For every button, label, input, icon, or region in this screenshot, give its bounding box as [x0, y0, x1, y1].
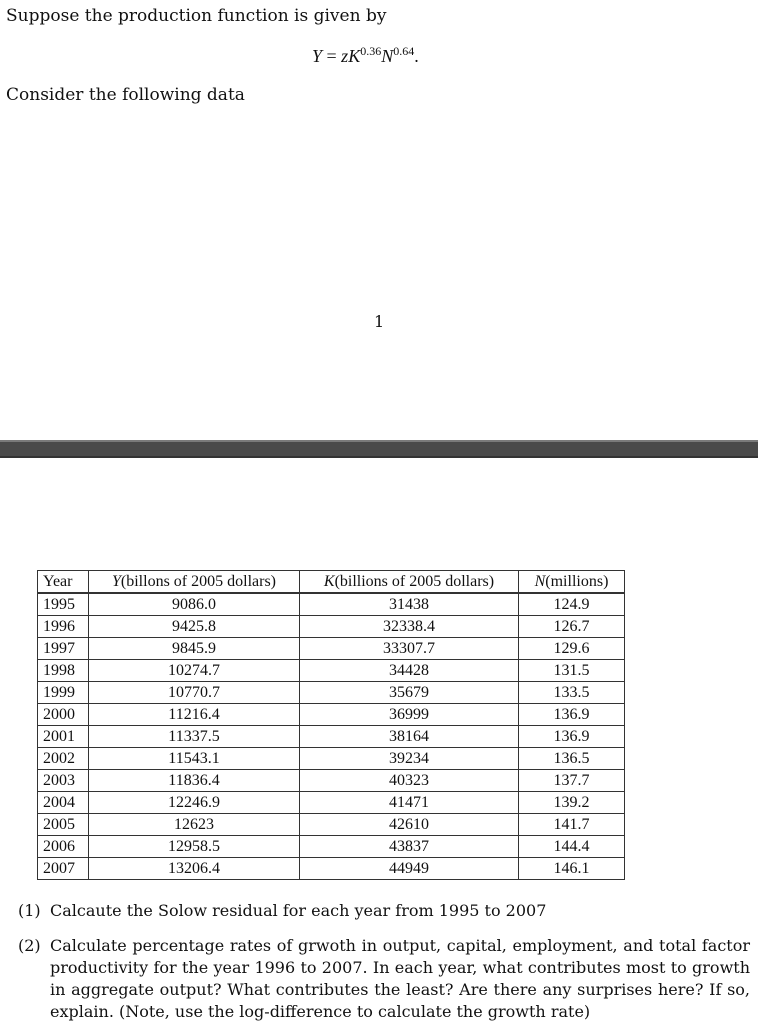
consider-text: Consider the following data — [6, 85, 245, 105]
cell-employment: 136.9 — [519, 704, 625, 726]
cell-capital: 35679 — [300, 682, 519, 704]
cell-output: 13206.4 — [89, 858, 300, 880]
cell-year: 2002 — [38, 748, 89, 770]
cell-year: 2004 — [38, 792, 89, 814]
cell-output: 11543.1 — [89, 748, 300, 770]
formula-z: z — [341, 46, 349, 66]
header-capital-label: (billions of 2005 dollars) — [334, 573, 495, 590]
cell-year: 1998 — [38, 660, 89, 682]
data-table — [37, 570, 625, 880]
table-row — [38, 638, 625, 660]
header-output-var: Y — [112, 573, 121, 590]
cell-year: 2007 — [38, 858, 89, 880]
cell-employment: 144.4 — [519, 836, 625, 858]
cell-employment: 136.9 — [519, 726, 625, 748]
cell-output: 10274.7 — [89, 660, 300, 682]
formula-n-exponent: 0.64 — [393, 44, 415, 58]
question-1-text: Calcaute the Solow residual for each year from 1995 to 2007 — [50, 901, 547, 920]
cell-output: 12623 — [89, 814, 300, 836]
intro-text: Suppose the production function is given by — [6, 6, 387, 26]
formula-period: . — [414, 46, 419, 66]
cell-capital: 31438 — [300, 593, 519, 616]
cell-capital: 42610 — [300, 814, 519, 836]
table-row — [38, 704, 625, 726]
cell-year: 2001 — [38, 726, 89, 748]
cell-capital: 38164 — [300, 726, 519, 748]
production-function-formula — [312, 44, 419, 67]
cell-capital: 40323 — [300, 770, 519, 792]
cell-employment: 146.1 — [519, 858, 625, 880]
cell-year: 1999 — [38, 682, 89, 704]
cell-output: 9086.0 — [89, 593, 300, 616]
header-output — [89, 571, 300, 594]
cell-year: 1996 — [38, 616, 89, 638]
table-row — [38, 792, 625, 814]
table-row — [38, 836, 625, 858]
cell-capital: 34428 — [300, 660, 519, 682]
table-row — [38, 858, 625, 880]
cell-capital: 41471 — [300, 792, 519, 814]
cell-output: 9845.9 — [89, 638, 300, 660]
cell-output: 11836.4 — [89, 770, 300, 792]
table-body — [38, 593, 625, 880]
table-row — [38, 660, 625, 682]
cell-capital: 32338.4 — [300, 616, 519, 638]
cell-employment: 136.5 — [519, 748, 625, 770]
cell-employment: 126.7 — [519, 616, 625, 638]
formula-equals: = — [322, 46, 342, 66]
cell-capital: 44949 — [300, 858, 519, 880]
table-header — [38, 571, 625, 594]
cell-capital: 36999 — [300, 704, 519, 726]
header-output-label: (billons of 2005 dollars) — [120, 573, 276, 590]
header-employment — [519, 571, 625, 594]
formula-k: K — [348, 46, 361, 66]
cell-employment: 139.2 — [519, 792, 625, 814]
cell-output: 10770.7 — [89, 682, 300, 704]
question-1 — [18, 900, 758, 922]
cell-employment: 124.9 — [519, 593, 625, 616]
cell-year: 1997 — [38, 638, 89, 660]
formula-n: N — [381, 46, 394, 66]
cell-year: 2003 — [38, 770, 89, 792]
page-number: 1 — [374, 312, 385, 331]
cell-employment: 129.6 — [519, 638, 625, 660]
cell-output: 11216.4 — [89, 704, 300, 726]
cell-output: 9425.8 — [89, 616, 300, 638]
table-row — [38, 726, 625, 748]
header-year: Year — [38, 571, 89, 594]
table-header-row — [38, 571, 625, 594]
cell-output: 11337.5 — [89, 726, 300, 748]
cell-capital: 43837 — [300, 836, 519, 858]
formula-k-exponent: 0.36 — [360, 44, 382, 58]
page-divider — [0, 440, 758, 458]
cell-output: 12246.9 — [89, 792, 300, 814]
header-capital — [300, 571, 519, 594]
table-row — [38, 770, 625, 792]
cell-capital: 33307.7 — [300, 638, 519, 660]
table-row — [38, 616, 625, 638]
cell-employment: 133.5 — [519, 682, 625, 704]
cell-output: 12958.5 — [89, 836, 300, 858]
formula-y: Y — [312, 46, 323, 66]
header-capital-var: K — [323, 573, 335, 590]
table-row — [38, 814, 625, 836]
question-1-number: (1) — [18, 901, 41, 920]
question-2 — [18, 935, 758, 1023]
question-2-number: (2) — [18, 936, 41, 955]
header-employment-label: (millions) — [545, 573, 609, 590]
cell-year: 2000 — [38, 704, 89, 726]
cell-employment: 131.5 — [519, 660, 625, 682]
cell-employment: 141.7 — [519, 814, 625, 836]
cell-year: 2005 — [38, 814, 89, 836]
table-row — [38, 593, 625, 616]
table-row — [38, 682, 625, 704]
cell-employment: 137.7 — [519, 770, 625, 792]
cell-year: 1995 — [38, 593, 89, 616]
cell-year: 2006 — [38, 836, 89, 858]
question-2-text: Calculate percentage rates of grwoth in output, capital, employment, and total factor productivity for the year 1996 to 2007. In each year, what contributes most to growth in aggregate output? What contributes the least? Are there any surprises here? If so, explain. (Note, use the log-difference to calculate the growth rate) — [50, 936, 750, 1021]
table-row — [38, 748, 625, 770]
header-employment-var: N — [534, 573, 546, 590]
cell-capital: 39234 — [300, 748, 519, 770]
